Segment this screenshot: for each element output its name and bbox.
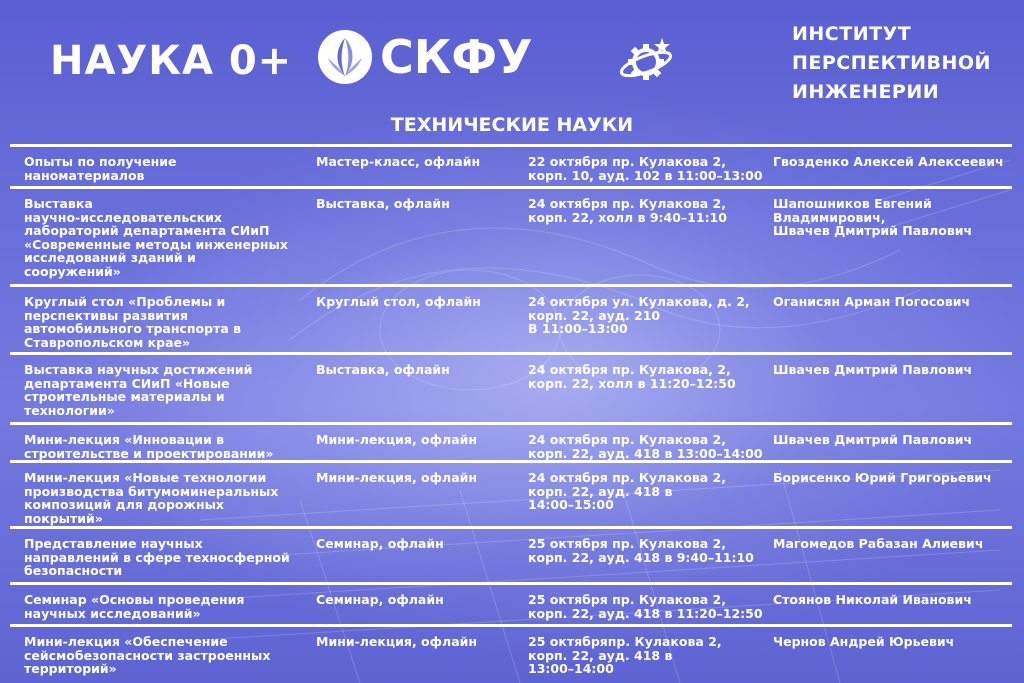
event-speaker: Чернов Андрей Юрьевич	[773, 634, 955, 649]
event-date-place: 24 октября пр. Кулакова 2, корп. 22, холл в 9:40–11:10	[528, 196, 727, 225]
event-title: Мини-лекция «Обеспечение сейсмобезопасности застроенных территорий»	[24, 634, 271, 676]
gear-planet-icon	[618, 32, 674, 88]
header	[0, 0, 1024, 120]
event-title: Опыты по получение наноматериалов	[24, 154, 177, 183]
section-title: ТЕХНИЧЕСКИЕ НАУКИ	[390, 114, 634, 136]
event-title: Выставка научных достижений департамента СИиП «Новые строительные материалы и технологии»	[24, 362, 253, 418]
event-speaker: Гвозденко Алексей Алексеевич	[773, 154, 1004, 169]
event-title: Выставка научно-исследовательских лабораторий департамента СИиП «Современные методы инженерных исследований зданий и сооружений»	[24, 196, 288, 279]
event-speaker: Шапошников Евгений Владимирович, Швачев Дмитрий Павлович	[773, 196, 973, 238]
table-row	[10, 624, 1012, 680]
event-date-place: 25 октября пр. Кулакова 2, корп. 22, ауд. 418 в 11:20–12:50	[528, 592, 763, 621]
event-date-place: 24 октября пр. Кулакова 2, корп. 22, ауд. 418 в 13:00–14:00	[528, 432, 763, 461]
event-speaker: Швачев Дмитрий Павлович	[773, 432, 973, 447]
skfu-emblem-icon	[316, 28, 374, 86]
table-row	[10, 284, 1012, 352]
event-speaker: Борисенко Юрий Григорьевич	[773, 470, 992, 485]
table-row	[10, 582, 1012, 624]
university-name: СКФУ	[380, 30, 533, 84]
event-title: Представление научных направлений в сфере техносферной безопасности	[24, 536, 290, 578]
event-title: Круглый стол «Проблемы и перспективы развития автомобильного транспорта в Ставропольском крае»	[24, 294, 242, 350]
event-format: Мини-лекция, офлайн	[316, 470, 478, 485]
event-date-place: 24 октября пр. Кулакова, 2, корп. 22, холл в 11:20–12:50	[528, 362, 736, 391]
event-date-place: 24 октября ул. Кулакова, д. 2, корп. 22, ауд. 210 В 11:00–13:00	[528, 294, 750, 336]
table-row	[10, 526, 1012, 582]
event-format: Мини-лекция, офлайн	[316, 432, 478, 447]
table-row	[10, 422, 1012, 460]
event-date-place: 25 октябряпр. Кулакова 2, корп. 22, ауд. 418 в 13:00–14:00	[528, 634, 722, 676]
brand-title: НАУКА 0+	[50, 38, 293, 84]
event-date-place: 25 октября пр. Кулакова 2, корп. 22, ауд. 418 в 9:40–11:10	[528, 536, 754, 565]
event-format: Выставка, офлайн	[316, 196, 450, 211]
event-format: Выставка, офлайн	[316, 362, 450, 377]
event-format: Круглый стол, офлайн	[316, 294, 481, 309]
event-format: Семинар, офлайн	[316, 536, 444, 551]
institute-line: ИНЖЕНЕРИИ	[792, 81, 940, 103]
event-title: Мини-лекция «Инновации в строительстве и проектировании»	[24, 432, 274, 461]
institute-line: ИНСТИТУТ	[792, 23, 912, 45]
university-logo	[316, 28, 532, 86]
event-format: Мини-лекция, офлайн	[316, 634, 478, 649]
event-date-place: 24 октября пр. Кулакова 2, корп. 22, ауд. 418 в 14:00–15:00	[528, 470, 726, 512]
event-format: Семинар, офлайн	[316, 592, 444, 607]
event-speaker: Стоянов Николай Иванович	[773, 592, 972, 607]
event-title: Мини-лекция «Новые технологии производства битумоминеральных композиций для дорожных покрытий»	[24, 470, 279, 526]
events-table	[10, 144, 1012, 680]
table-row	[10, 186, 1012, 284]
institute-line: ПЕРСПЕКТИВНОЙ	[792, 52, 991, 74]
table-row	[10, 144, 1012, 186]
table-row	[10, 352, 1012, 422]
event-speaker: Оганисян Арман Погосович	[773, 294, 971, 309]
event-speaker: Магомедов Рабазан Алиевич	[773, 536, 984, 551]
institute-name	[792, 20, 991, 107]
event-title: Семинар «Основы проведения научных исследований»	[24, 592, 245, 621]
table-row	[10, 460, 1012, 526]
event-format: Мастер-класс, офлайн	[316, 154, 481, 169]
event-speaker: Швачев Дмитрий Павлович	[773, 362, 973, 377]
event-date-place: 22 октября пр. Кулакова 2, корп. 10, ауд. 102 в 11:00–13:00	[528, 154, 763, 183]
